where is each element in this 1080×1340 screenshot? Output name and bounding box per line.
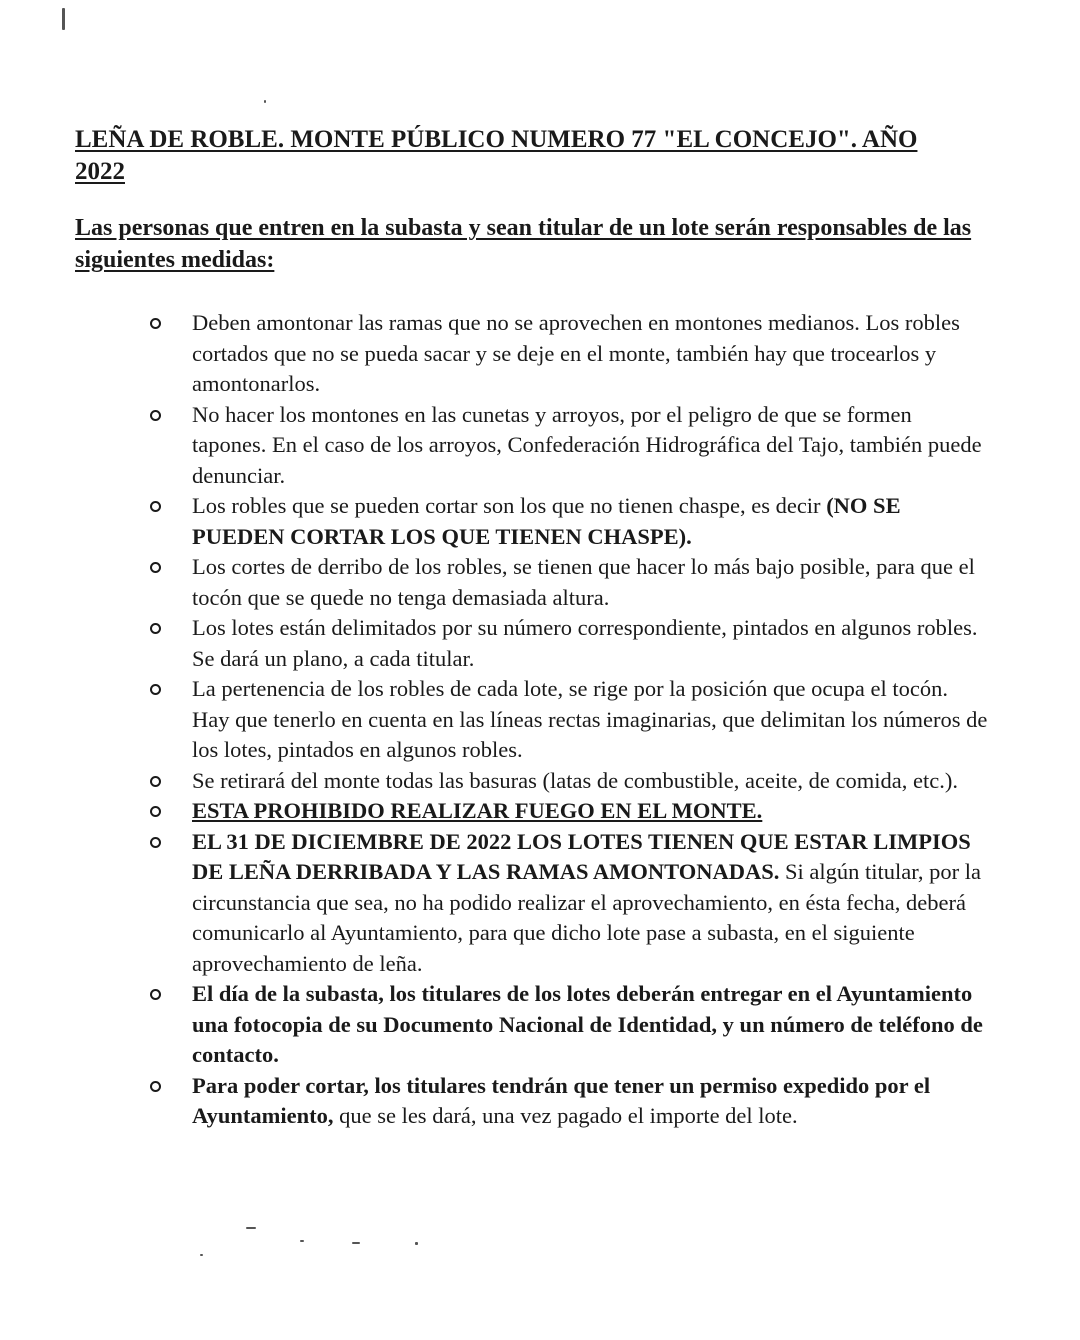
item-bold-text: (NO SE PUEDEN CORTAR LOS QUE TIENEN CHASPE). [192,493,901,549]
list-item [150,1071,990,1132]
item-bold-text: Para poder cortar, los titulares tendrán que tener un permiso expedido por el Ayuntamiento, [192,1072,931,1128]
item-text: Los cortes de derribo de los robles, se tienen que hacer lo más bajo posible, para que el tocón que se quede no tenga demasiada altura. [192,554,975,610]
document-title: LEÑA DE ROBLE. MONTE PÚBLICO NUMERO 77 "EL CONCEJO". AÑO 2022 [75,126,918,185]
scan-speck [300,1240,304,1242]
scan-speck [200,1254,203,1256]
item-text: Deben amontonar las ramas que no se aprovechen en montones medianos. Los robles cortados que no se pueda sacar y se deje en el monte, también hay que trocearlos y amontonarlos. [192,310,960,396]
bullet-icon [150,562,161,573]
item-text: que se les dará, una vez pagado el importe del lote. [333,1103,798,1128]
scan-speck [62,8,65,30]
list-item [150,796,990,827]
scan-speck [264,100,266,103]
scan-speck [352,1242,360,1244]
bullet-icon [150,623,161,634]
bullet-icon [150,318,161,329]
list-item [150,613,990,674]
scan-speck [415,1242,418,1245]
item-text: Si algún titular, por la circunstancia que sea, no ha podido realizar el aprovechamiento, en ésta fecha, deberá comunicarlo al Ayuntamiento, para que dicho lote pase a subasta, en el siguiente aprovechamiento de leña. [192,859,981,976]
item-text: Se retirará del monte todas las basuras (latas de combustible, aceite, de comida, etc.). [192,767,958,793]
item-text: Los lotes están delimitados por su número correspondiente, pintados en algunos robles. Se dará un plano, a cada titular. [192,615,978,671]
list-item [150,827,990,980]
bullet-icon [150,806,161,817]
bullet-icon [150,837,161,848]
item-bold-text: EL 31 DE DICIEMBRE DE 2022 LOS LOTES TIENEN QUE ESTAR LIMPIOS DE LEÑA DERRIBADA Y LAS RAMAS AMONTONADAS. [192,828,971,884]
item-bold-text: El día de la subasta, los titulares de los lotes deberán entregar en el Ayuntamiento una fotocopia de su Documento Nacional de Identidad, y un número de teléfono de contacto. [192,981,983,1067]
list-item [150,308,990,400]
list-item [150,674,990,766]
list-item [150,491,990,552]
list-item [150,552,990,613]
item-text: La pertenencia de los robles de cada lote, se rige por la posición que ocupa el tocón. Hay que tenerlo en cuenta en las líneas rectas imaginarias, que delimitan los números de los lotes, pintados en algunos robles. [192,676,988,762]
item-bold-text: ESTA PROHIBIDO REALIZAR FUEGO EN EL MONTE. [192,798,763,823]
document-intro: Las personas que entren en la subasta y sean titular de un lote serán responsables de las siguientes medidas: [75,215,972,273]
bullet-icon [150,776,161,787]
bullet-icon [150,410,161,421]
rules-list [150,308,990,1132]
list-item [150,766,990,797]
item-text: Los robles que se pueden cortar son los que no tienen chaspe, es decir [192,493,827,518]
item-text: No hacer los montones en las cunetas y arroyos, por el peligro de que se formen tapones. En el caso de los arroyos, Confederación Hidrográfica del Tajo, también puede denunciar. [192,401,982,488]
bullet-icon [150,684,161,695]
list-item [150,400,990,492]
bullet-icon [150,501,161,512]
scan-speck [246,1227,256,1229]
bullet-icon [150,1081,161,1092]
bullet-icon [150,989,161,1000]
list-item [150,979,990,1071]
